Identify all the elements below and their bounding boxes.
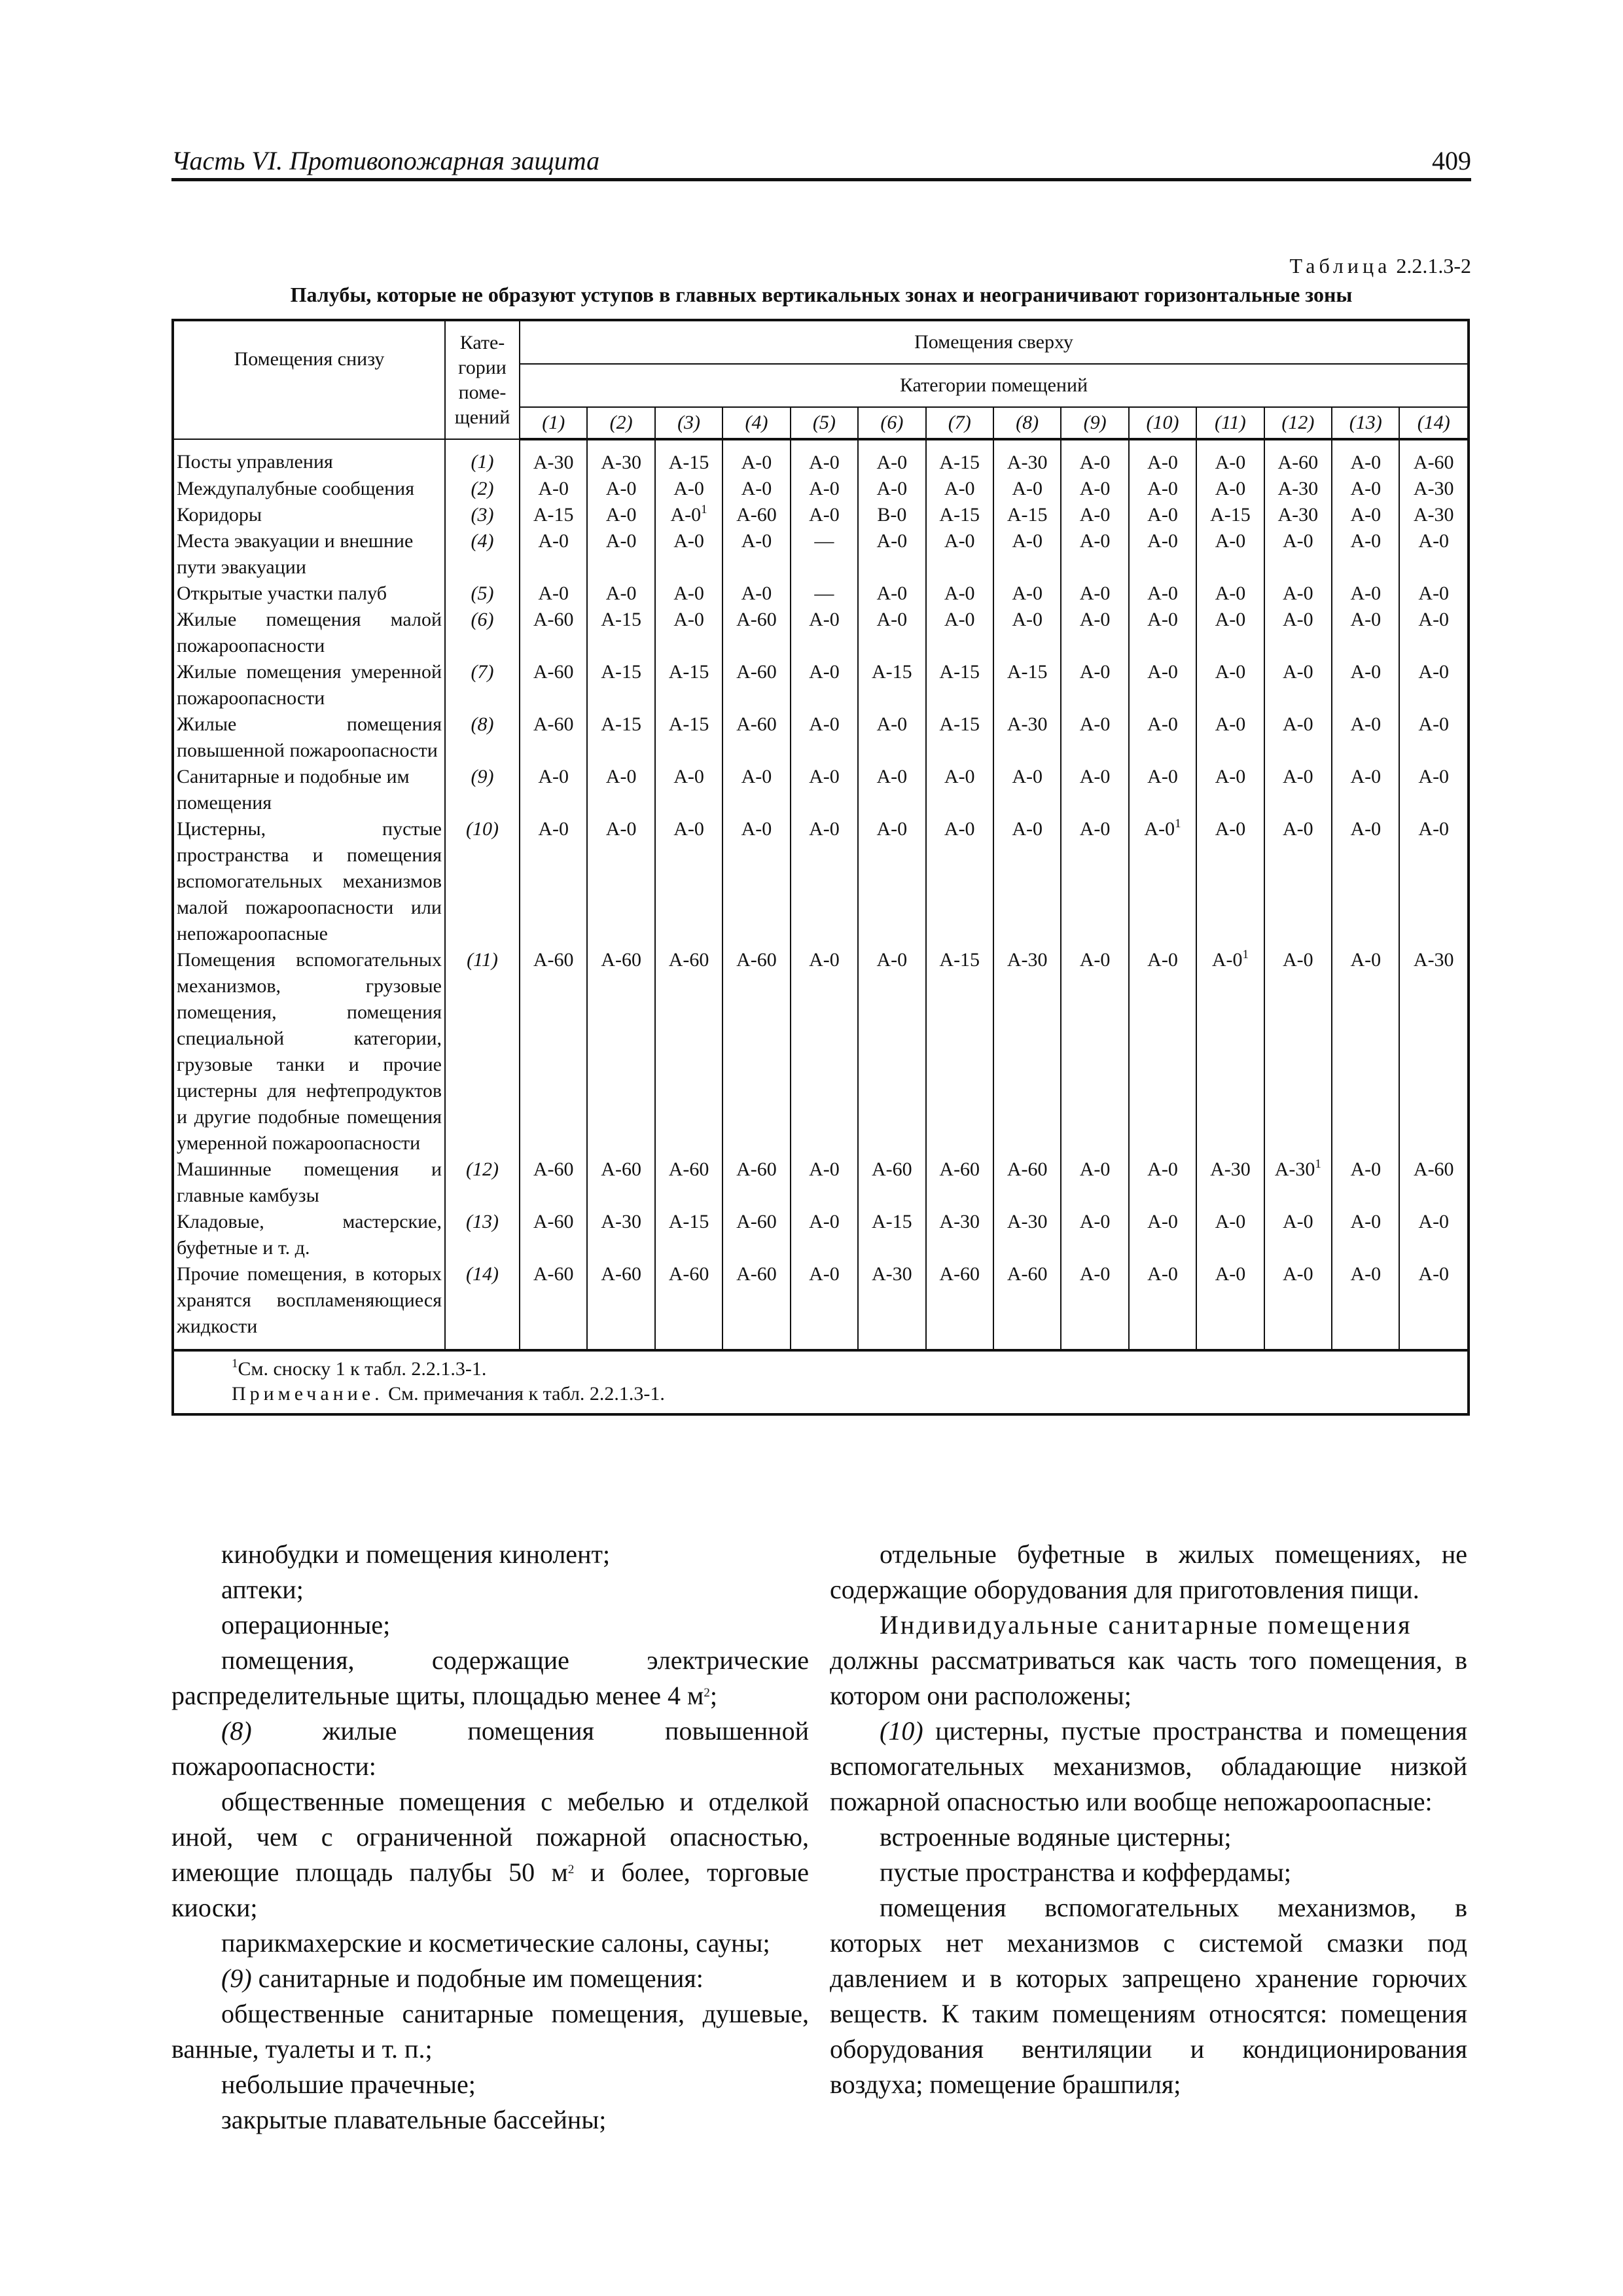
column-header: (14) xyxy=(1399,407,1467,439)
table-cell: А-15 xyxy=(926,947,993,1157)
table-cell: А-0 xyxy=(520,764,587,816)
table-cell: А-0 xyxy=(1399,764,1467,816)
row-category: (4) xyxy=(445,528,520,581)
table-cell: А-15 xyxy=(655,1209,722,1261)
left-column xyxy=(171,1537,809,2138)
table-cell: А-0 xyxy=(791,1209,858,1261)
table-cell: А-0 xyxy=(993,816,1061,947)
table-cell: А-0 xyxy=(1129,607,1196,659)
table-cell: А-30 xyxy=(520,439,587,476)
table-cell: А-0 xyxy=(1399,528,1467,581)
table-row xyxy=(174,581,1467,607)
table-cell: А-0 xyxy=(1332,764,1399,816)
table-cell: А-0 xyxy=(791,1157,858,1209)
row-category: (9) xyxy=(445,764,520,816)
table-cell: А-0 xyxy=(1332,581,1399,607)
table-cell: А-0 xyxy=(722,816,790,947)
table-cell: А-0 xyxy=(1061,764,1128,816)
table-cell: А-0 xyxy=(587,581,654,607)
table-row xyxy=(174,528,1467,581)
table-cell: А-60 xyxy=(722,711,790,764)
table-cell: А-60 xyxy=(1264,439,1332,476)
table-cell: А-0 xyxy=(1399,607,1467,659)
table-cell: А-15 xyxy=(993,659,1061,711)
header-above-categories: Категории помещений xyxy=(520,364,1467,407)
table-cell: А-0 xyxy=(655,816,722,947)
table-cell: А-0 xyxy=(1196,764,1264,816)
table-cell: А-0 xyxy=(1129,1157,1196,1209)
table-cell: А-0 xyxy=(1264,816,1332,947)
table-cell: А-0 xyxy=(1196,816,1264,947)
table-cell: А-60 xyxy=(520,947,587,1157)
table-cell: А-0 xyxy=(1129,1261,1196,1349)
table-cell: А-0 xyxy=(1061,528,1128,581)
table-cell: А-0 xyxy=(791,659,858,711)
table-cell: А-0 xyxy=(1332,607,1399,659)
table-cell: А-30 xyxy=(993,1209,1061,1261)
table-cell: А-0 xyxy=(722,528,790,581)
table-row xyxy=(174,947,1467,1157)
table-cell: А-0 xyxy=(722,476,790,502)
row-category: (2) xyxy=(445,476,520,502)
table-cell: А-0 xyxy=(1264,528,1332,581)
table-cell: А-60 xyxy=(587,1261,654,1349)
column-header: (6) xyxy=(858,407,925,439)
table-cell: А-0 xyxy=(1332,947,1399,1157)
table-cell: — xyxy=(791,528,858,581)
running-header xyxy=(171,143,1471,181)
table-cell: А-0 xyxy=(858,947,925,1157)
table-cell: А-0 xyxy=(1061,502,1128,528)
table-cell: А-15 xyxy=(655,659,722,711)
table-cell: А-60 xyxy=(520,607,587,659)
table-cell: А-0 xyxy=(655,581,722,607)
table-cell: А-0 xyxy=(1399,581,1467,607)
table-cell: А-0 xyxy=(1061,1209,1128,1261)
table-cell: А-0 xyxy=(722,439,790,476)
table-title: Палубы, которые не образуют уступов в главных вертикальных зонах и неограничивают горизонтальные зоны xyxy=(290,283,1353,306)
table-row xyxy=(174,476,1467,502)
table-cell: А-30 xyxy=(993,947,1061,1157)
table-cell: А-0 xyxy=(1264,659,1332,711)
table-cell: А-0 xyxy=(791,947,858,1157)
paragraph: аптеки; xyxy=(221,1575,304,1604)
table-cell: А-60 xyxy=(587,947,654,1157)
table-cell: А-0 xyxy=(1196,581,1264,607)
row-category: (3) xyxy=(445,502,520,528)
row-label: Открытые участки палуб xyxy=(174,581,445,607)
table-cell: А-15 xyxy=(926,711,993,764)
header-below: Помещения снизу xyxy=(174,321,445,439)
table-cell: А-0 xyxy=(1332,1209,1399,1261)
table-cell: $А-30^1$ xyxy=(1264,1157,1332,1209)
header-above: Помещения сверху xyxy=(520,321,1467,364)
row-category: (8) xyxy=(445,711,520,764)
table-cell: А-0 xyxy=(858,764,925,816)
table-cell: А-0 xyxy=(1196,607,1264,659)
table-cell: $А-0^1$ xyxy=(1196,947,1264,1157)
table-cell: А-0 xyxy=(1061,581,1128,607)
table-cell: А-0 xyxy=(1129,1209,1196,1261)
table-cell: А-0 xyxy=(1061,1157,1128,1209)
table-cell: А-60 xyxy=(993,1157,1061,1209)
table-cell: А-0 xyxy=(1061,659,1128,711)
table-cell: А-0 xyxy=(926,816,993,947)
table-cell: А-0 xyxy=(1399,816,1467,947)
column-header: (11) xyxy=(1196,407,1264,439)
table-cell: А-0 xyxy=(1061,439,1128,476)
paragraph: (10) цистерны, пустые пространства и помещения вспомогательных механизмов, обладающие низкой пожарной опасностью или вообще непожароопасные: xyxy=(830,1716,1467,1816)
table-cell: А-0 xyxy=(1061,607,1128,659)
table-cell: А-60 xyxy=(722,947,790,1157)
table-cell: А-0 xyxy=(1399,1261,1467,1349)
table-cell: А-0 xyxy=(1129,439,1196,476)
footnote-mark: 1 xyxy=(1315,1157,1321,1171)
table-cell: А-15 xyxy=(926,659,993,711)
table-cell: А-30 xyxy=(858,1261,925,1349)
table-cell: А-30 xyxy=(926,1209,993,1261)
table-footnotes xyxy=(174,1349,1467,1413)
row-label: Посты управления xyxy=(174,439,445,476)
table-cell: А-0 xyxy=(1061,947,1128,1157)
table-cell: А-0 xyxy=(1061,711,1128,764)
table-cell: А-0 xyxy=(1196,439,1264,476)
table-cell: А-0 xyxy=(1129,476,1196,502)
note: Примечание. См. примечания к табл. 2.2.1.3-1. xyxy=(232,1383,665,1405)
table-cell: А-0 xyxy=(791,439,858,476)
table-cell: — xyxy=(791,581,858,607)
right-column xyxy=(830,1537,1467,2102)
table-cell: А-0 xyxy=(1129,764,1196,816)
row-label: Жилые помещения повышенной пожароопасности xyxy=(174,711,445,764)
table-row xyxy=(174,1157,1467,1209)
paragraph: закрытые плавательные бассейны; xyxy=(221,2105,607,2134)
table-cell: А-0 xyxy=(791,816,858,947)
table-cell: А-15 xyxy=(858,659,925,711)
table-cell: А-0 xyxy=(1332,1261,1399,1349)
table-cell: А-60 xyxy=(520,1209,587,1261)
table-cell: А-0 xyxy=(791,607,858,659)
table-cell: А-0 xyxy=(1196,476,1264,502)
table-row xyxy=(174,502,1467,528)
row-category: (12) xyxy=(445,1157,520,1209)
table-row xyxy=(174,1261,1467,1349)
table-cell: А-0 xyxy=(858,581,925,607)
table-cell: А-0 xyxy=(926,476,993,502)
row-category: (1) xyxy=(445,439,520,476)
table-cell: А-0 xyxy=(1332,476,1399,502)
row-category: (11) xyxy=(445,947,520,1157)
paragraph: пустые пространства и коффердамы; xyxy=(880,1857,1291,1887)
paragraph: кинобудки и помещения кинолент; xyxy=(221,1539,611,1569)
table-cell: А-0 xyxy=(520,476,587,502)
table-cell: А-30 xyxy=(1399,502,1467,528)
column-header: (10) xyxy=(1129,407,1196,439)
row-label: Цистерны, пустые пространства и помещения вспомогательных механизмов малой пожароопасности или непожароопасные xyxy=(174,816,445,947)
table-cell: А-0 xyxy=(926,581,993,607)
table-row xyxy=(174,711,1467,764)
table-cell: А-15 xyxy=(587,607,654,659)
table-cell: А-30 xyxy=(1399,947,1467,1157)
table-cell: А-30 xyxy=(993,439,1061,476)
table-cell: А-0 xyxy=(1264,764,1332,816)
table-cell: А-60 xyxy=(1399,439,1467,476)
table-cell: $А-0^1$ xyxy=(655,502,722,528)
table-cell: А-0 xyxy=(993,764,1061,816)
table-cell: А-0 xyxy=(791,476,858,502)
table-cell: А-0 xyxy=(587,528,654,581)
table-cell: А-15 xyxy=(587,659,654,711)
paragraph: (9) санитарные и подобные им помещения: xyxy=(221,1964,704,1993)
table-cell: А-0 xyxy=(1264,607,1332,659)
table-row xyxy=(174,1209,1467,1261)
table-cell: А-15 xyxy=(587,711,654,764)
table-cell: А-0 xyxy=(926,528,993,581)
table-cell: А-0 xyxy=(993,476,1061,502)
fire-integrity-table xyxy=(171,319,1470,1416)
table-cell: А-15 xyxy=(520,502,587,528)
row-label: Кладовые, мастерские, буфетные и т. д. xyxy=(174,1209,445,1261)
table-cell: А-0 xyxy=(520,816,587,947)
row-category: (6) xyxy=(445,607,520,659)
paragraph: парикмахерские и косметические салоны, сауны; xyxy=(221,1928,770,1958)
paragraph: общественные санитарные помещения, душевые, ванные, туалеты и т. п.; xyxy=(171,1999,809,2064)
table-cell: А-0 xyxy=(655,607,722,659)
table-cell: А-0 xyxy=(1129,711,1196,764)
table-cell: А-0 xyxy=(1129,581,1196,607)
table-cell: А-0 xyxy=(791,711,858,764)
table-cell: А-0 xyxy=(722,581,790,607)
table-cell: А-0 xyxy=(1332,439,1399,476)
paragraph: помещения вспомогательных механизмов, в которых нет механизмов с системой смазки под давлением и в которых запрещено хранение горючих веществ. К таким помещениям относятся: помещения оборудования вентиляции и кондиционирования воздуха; помещение брашпиля; xyxy=(830,1893,1467,2099)
table-cell: А-0 xyxy=(791,764,858,816)
table-cell: А-60 xyxy=(722,502,790,528)
table-cell: А-0 xyxy=(587,764,654,816)
paragraph: отдельные буфетные в жилых помещениях, не содержащие оборудования для приготовления пищи. xyxy=(830,1539,1467,1604)
paragraph: операционные; xyxy=(221,1610,391,1640)
table-cell: А-60 xyxy=(722,659,790,711)
footnote-mark: 1 xyxy=(1242,948,1249,961)
column-header: (1) xyxy=(520,407,587,439)
table-cell: А-60 xyxy=(1399,1157,1467,1209)
row-label: Места эвакуации и внешние пути эвакуации xyxy=(174,528,445,581)
table-cell: А-15 xyxy=(926,439,993,476)
header-category: Кате- гории поме- щений xyxy=(445,321,520,439)
table-cell: В-0 xyxy=(858,502,925,528)
paragraph: помещения, содержащие электрические распределительные щиты, площадью менее 4 $м^2$; xyxy=(171,1645,809,1710)
table-cell: А-15 xyxy=(655,439,722,476)
table-cell: А-0 xyxy=(587,816,654,947)
table-cell: А-0 xyxy=(1196,1209,1264,1261)
paragraph: должны рассматриваться как часть того помещения, в котором они расположены; xyxy=(830,1645,1467,1710)
table-cell: А-30 xyxy=(587,439,654,476)
table-cell: А-15 xyxy=(993,502,1061,528)
table-cell: А-0 xyxy=(520,528,587,581)
table-cell: А-15 xyxy=(655,711,722,764)
footnote: $^1$См. сноску 1 к табл. 2.2.1.3-1. xyxy=(232,1357,487,1380)
table-cell: А-30 xyxy=(1399,476,1467,502)
paragraph: небольшие прачечные; xyxy=(221,2070,476,2099)
table-cell: А-60 xyxy=(520,659,587,711)
table-cell: А-0 xyxy=(1332,528,1399,581)
header-rule xyxy=(171,178,1471,181)
paragraph: Индивидуальные санитарные помещения xyxy=(880,1610,1412,1640)
row-label: Коридоры xyxy=(174,502,445,528)
table-cell: А-60 xyxy=(926,1157,993,1209)
table-cell: А-15 xyxy=(1196,502,1264,528)
column-header: (7) xyxy=(926,407,993,439)
column-header: (8) xyxy=(993,407,1061,439)
table-cell: А-0 xyxy=(926,764,993,816)
table-cell: А-30 xyxy=(1264,502,1332,528)
table-cell: А-0 xyxy=(1399,1209,1467,1261)
row-label: Жилые помещения малой пожароопасности xyxy=(174,607,445,659)
row-category: (10) xyxy=(445,816,520,947)
table-cell: А-0 xyxy=(520,581,587,607)
row-label: Жилые помещения умеренной пожароопасности xyxy=(174,659,445,711)
table-cell: А-0 xyxy=(1196,711,1264,764)
table-cell: А-0 xyxy=(1129,947,1196,1157)
table-cell: А-60 xyxy=(655,1261,722,1349)
table-row xyxy=(174,816,1467,947)
table-cell: А-30 xyxy=(993,711,1061,764)
table-cell: А-0 xyxy=(722,764,790,816)
table-cell: А-0 xyxy=(1061,476,1128,502)
paragraph: (8) жилые помещения повышенной пожароопасности: xyxy=(171,1716,809,1781)
table-cell: А-0 xyxy=(858,528,925,581)
table xyxy=(174,321,1467,1349)
paragraph: встроенные водяные цистерны; xyxy=(880,1822,1232,1852)
table-cell: А-0 xyxy=(858,439,925,476)
table-row xyxy=(174,439,1467,476)
row-label: Санитарные и подобные им помещения xyxy=(174,764,445,816)
row-category: (14) xyxy=(445,1261,520,1349)
table-cell: А-0 xyxy=(1332,659,1399,711)
table-cell: А-0 xyxy=(926,607,993,659)
row-category: (7) xyxy=(445,659,520,711)
table-cell: А-0 xyxy=(993,528,1061,581)
footnote-mark: 1 xyxy=(1175,817,1181,831)
table-cell: А-30 xyxy=(587,1209,654,1261)
table-cell: А-0 xyxy=(1196,659,1264,711)
table-cell: А-0 xyxy=(1129,659,1196,711)
table-cell: А-0 xyxy=(1332,816,1399,947)
table-cell: А-0 xyxy=(1264,947,1332,1157)
table-cell: А-60 xyxy=(655,1157,722,1209)
column-header: (13) xyxy=(1332,407,1399,439)
table-row xyxy=(174,764,1467,816)
table-cell: А-0 xyxy=(587,476,654,502)
table-cell: А-30 xyxy=(1264,476,1332,502)
table-cell: А-0 xyxy=(791,502,858,528)
table-cell: А-60 xyxy=(926,1261,993,1349)
row-label: Машинные помещения и главные камбузы xyxy=(174,1157,445,1209)
column-header: (2) xyxy=(587,407,654,439)
table-row xyxy=(174,659,1467,711)
table-cell: А-60 xyxy=(520,1261,587,1349)
row-label: Помещения вспомогательных механизмов, грузовые помещения, помещения специальной категории, грузовые танки и прочие цистерны для нефтепродуктов и другие подобные помещения умеренной пожароопасности xyxy=(174,947,445,1157)
table-cell: А-60 xyxy=(858,1157,925,1209)
table-cell: $А-0^1$ xyxy=(1129,816,1196,947)
table-cell: А-0 xyxy=(1399,659,1467,711)
table-cell: А-0 xyxy=(1129,502,1196,528)
table-cell: А-0 xyxy=(791,1261,858,1349)
table-cell: А-0 xyxy=(1061,816,1128,947)
table-cell: А-0 xyxy=(1061,1261,1128,1349)
column-header: (5) xyxy=(791,407,858,439)
page-number: 409 xyxy=(1432,146,1471,175)
row-category: (13) xyxy=(445,1209,520,1261)
paragraph: общественные помещения с мебелью и отделкой иной, чем с ограниченной пожарной опасностью, имеющие площадь палубы 50 $м^2$ и более, торговые киоски; xyxy=(171,1787,810,1922)
table-number: Таблица 2.2.1.3-2 xyxy=(1289,254,1471,278)
table-cell: А-0 xyxy=(858,476,925,502)
running-header-title: Часть VI. Противопожарная защита xyxy=(171,146,600,175)
table-row xyxy=(174,607,1467,659)
table-cell: А-0 xyxy=(1332,502,1399,528)
table-cell: А-0 xyxy=(1264,1261,1332,1349)
table-cell: А-0 xyxy=(655,764,722,816)
row-label: Междупалубные сообщения xyxy=(174,476,445,502)
table-cell: А-60 xyxy=(520,1157,587,1209)
table-cell: А-0 xyxy=(655,528,722,581)
table-cell: А-0 xyxy=(587,502,654,528)
table-cell: А-0 xyxy=(1264,1209,1332,1261)
table-cell: А-60 xyxy=(722,1157,790,1209)
table-cell: А-0 xyxy=(993,607,1061,659)
table-cell: А-60 xyxy=(722,1209,790,1261)
table-cell: А-0 xyxy=(858,816,925,947)
column-header: (9) xyxy=(1061,407,1128,439)
table-cell: А-0 xyxy=(993,581,1061,607)
table-cell: А-30 xyxy=(1196,1157,1264,1209)
table-cell: А-60 xyxy=(722,607,790,659)
table-cell: А-0 xyxy=(1264,711,1332,764)
table-cell: А-15 xyxy=(926,502,993,528)
table-cell: А-0 xyxy=(1332,1157,1399,1209)
row-category: (5) xyxy=(445,581,520,607)
table-cell: А-0 xyxy=(1332,711,1399,764)
row-label: Прочие помещения, в которых хранятся воспламеняющиеся жидкости xyxy=(174,1261,445,1349)
table-cell: А-0 xyxy=(858,711,925,764)
table-cell: А-0 xyxy=(1399,711,1467,764)
table-cell: А-60 xyxy=(722,1261,790,1349)
table-cell: А-60 xyxy=(587,1157,654,1209)
table-cell: А-0 xyxy=(858,607,925,659)
table-cell: А-60 xyxy=(520,711,587,764)
table-cell: А-0 xyxy=(1196,528,1264,581)
footnote-mark: 1 xyxy=(701,503,707,516)
table-cell: А-15 xyxy=(858,1209,925,1261)
column-header: (4) xyxy=(722,407,790,439)
table-cell: А-0 xyxy=(1264,581,1332,607)
table-cell: А-60 xyxy=(993,1261,1061,1349)
table-cell: А-0 xyxy=(1196,1261,1264,1349)
table-cell: А-0 xyxy=(1129,528,1196,581)
column-header: (12) xyxy=(1264,407,1332,439)
table-cell: А-60 xyxy=(655,947,722,1157)
column-header: (3) xyxy=(655,407,722,439)
table-cell: А-0 xyxy=(655,476,722,502)
